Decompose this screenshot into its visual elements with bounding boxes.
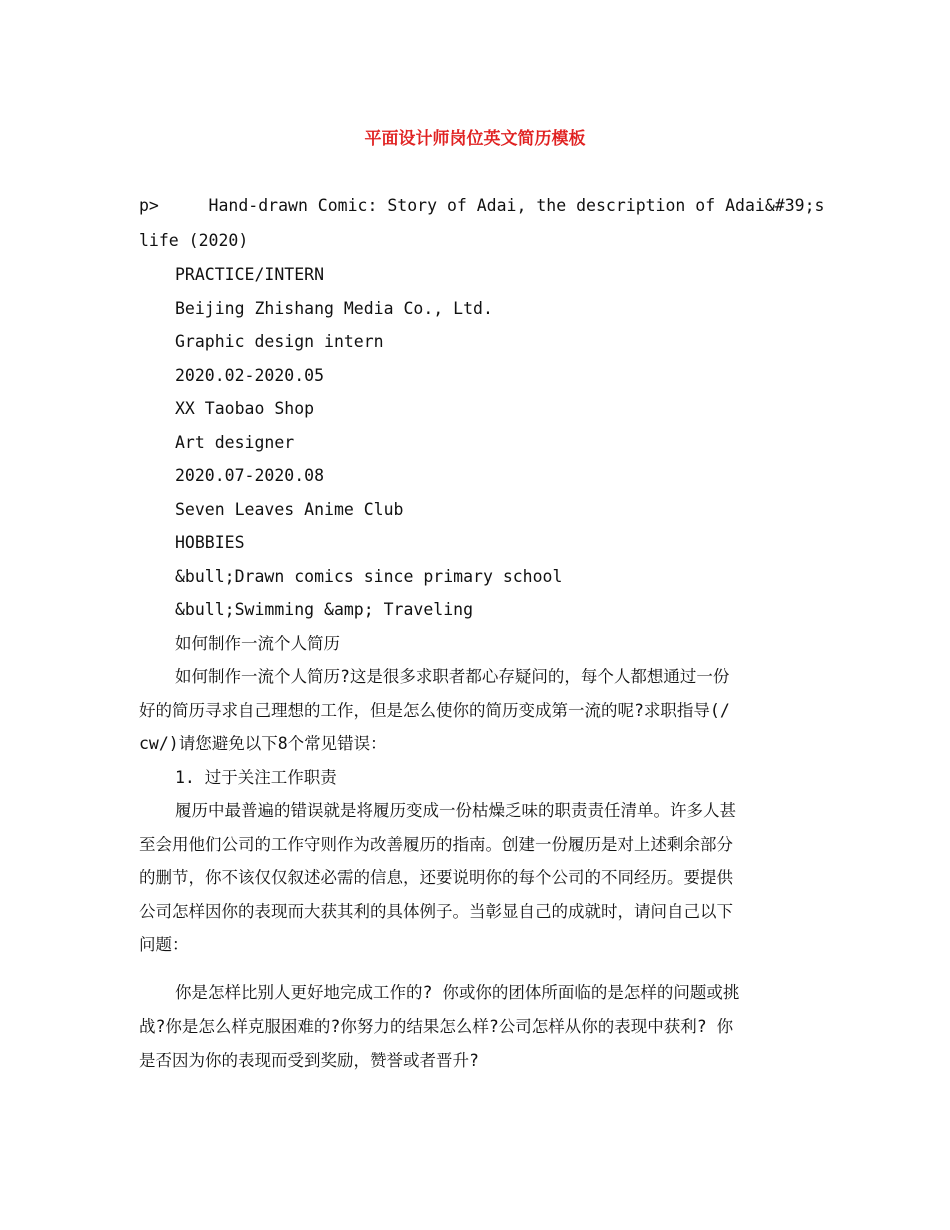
text-line: Beijing Zhishang Media Co., Ltd. bbox=[175, 299, 493, 318]
text-line: 问题： bbox=[139, 935, 189, 954]
document-title: 平面设计师岗位英文简历模板 bbox=[364, 129, 586, 149]
text-line: XX Taobao Shop bbox=[175, 399, 315, 418]
text-line: 如何制作一流个人简历 bbox=[175, 634, 340, 653]
text-line: &bull;Swimming &amp; Traveling bbox=[175, 600, 474, 619]
text-line: 1. 过于关注工作职责 bbox=[175, 768, 337, 787]
text-line: 履历中最普遍的错误就是将履历变成一份枯燥乏味的职责责任清单。许多人甚 bbox=[175, 801, 736, 820]
text-line: 是否因为你的表现而受到奖励，赞誉或者晋升? bbox=[139, 1051, 479, 1070]
text-line: 公司怎样因你的表现而大获其利的具体例子。当彰显自己的成就时，请问自己以下 bbox=[139, 902, 733, 921]
text-line: &bull;Drawn comics since primary school bbox=[175, 567, 563, 586]
text-line: life (2020) bbox=[139, 231, 249, 250]
text-line: Seven Leaves Anime Club bbox=[175, 500, 404, 519]
text-line: cw/)请您避免以下8个常见错误： bbox=[139, 734, 387, 753]
text-line: 你是怎样比别人更好地完成工作的? 你或你的团体所面临的是怎样的问题或挑 bbox=[175, 983, 740, 1002]
text-line: p> Hand-drawn Comic: Story of Adai, the description of Adai&#39;s bbox=[139, 196, 825, 215]
text-line: Graphic design intern bbox=[175, 332, 384, 351]
text-line: 至会用他们公司的工作守则作为改善履历的指南。创建一份履历是对上述剩余部分 bbox=[139, 835, 733, 854]
text-line: 如何制作一流个人简历?这是很多求职者都心存疑问的，每个人都想通过一份 bbox=[175, 667, 730, 686]
text-line: 战?你是怎么样克服困难的?你努力的结果怎么样?公司怎样从你的表现中获利? 你 bbox=[139, 1017, 734, 1036]
text-line: HOBBIES bbox=[175, 533, 245, 552]
text-line: 好的简历寻求自己理想的工作，但是怎么使你的简历变成第一流的呢?求职指导(/ bbox=[139, 701, 730, 720]
text-line: Art designer bbox=[175, 433, 295, 452]
text-line: 2020.07-2020.08 bbox=[175, 466, 325, 485]
text-line: 2020.02-2020.05 bbox=[175, 366, 325, 385]
text-line: PRACTICE/INTERN bbox=[175, 265, 325, 284]
text-line: 的删节，你不该仅仅叙述必需的信息，还要说明你的每个公司的不同经历。要提供 bbox=[139, 868, 733, 887]
